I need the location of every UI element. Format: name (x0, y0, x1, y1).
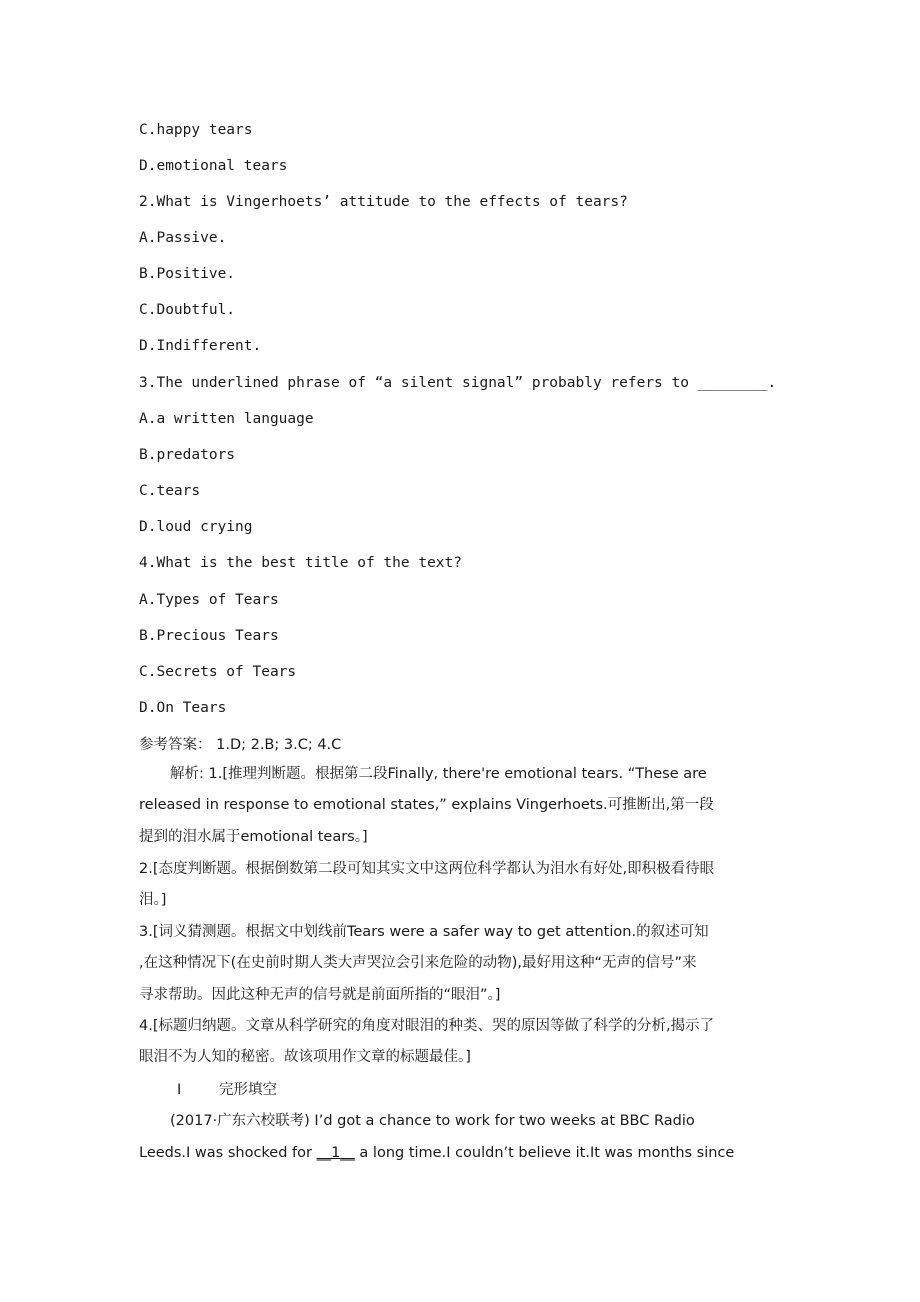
q3-option-b: B.predators (139, 447, 236, 463)
passage-line-2-end: a long time.I couldn’t believe it.It was months since (354, 1145, 735, 1161)
analysis-line-9: 4.[标题归纳题。文章从科学研究的角度对眼泪的种类、哭的原因等做了科学的分析,揭示了 (139, 1018, 715, 1034)
analysis-line-2: released in response to emotional states,” explains Vingerhoets.可推断出,第一段 (139, 797, 714, 813)
analysis-line-6: 3.[词义猜测题。根据文中划线前Tears were a safer way to get attention.的叙述可知 (139, 924, 709, 940)
analysis-line-3: 提到的泪水属于emotional tears。] (139, 829, 368, 845)
answer-key: 参考答案： 1.D; 2.B; 3.C; 4.C (139, 737, 342, 753)
q3-stem-text: 3.The underlined phrase of “a silent signal” probably refers to (139, 375, 698, 391)
q2-stem: 2.What is Vingerhoets’ attitude to the effects of tears? (139, 194, 628, 210)
section-title: 完形填空 (219, 1082, 277, 1098)
q3-option-c: C.tears (139, 483, 201, 499)
q2-option-a: A.Passive. (139, 230, 227, 246)
q2-option-d: D.Indifferent. (139, 338, 262, 354)
q3-option-d: D.loud crying (139, 519, 253, 535)
q3-stem (139, 373, 776, 393)
analysis-line-8: 寻求帮助。因此这种无声的信号就是前面所指的“眼泪”。] (139, 987, 501, 1003)
q2-option-c: C.Doubtful. (139, 302, 236, 318)
analysis-line-5: 泪。] (139, 892, 167, 908)
q4-stem: 4.What is the best title of the text? (139, 555, 463, 571)
passage-line-2 (139, 1143, 734, 1163)
q3-option-a: A.a written language (139, 411, 314, 427)
section-number: Ⅰ (177, 1082, 182, 1098)
q4-option-d: D.On Tears (139, 700, 227, 716)
analysis-line-4: 2.[态度判断题。根据倒数第二段可知其实文中这两位科学都认为泪水有好处,即积极看待眼 (139, 861, 715, 877)
q4-option-a: A.Types of Tears (139, 592, 279, 608)
cloze-blank-1: __1__ (316, 1145, 355, 1161)
q1-option-d: D.emotional tears (139, 158, 288, 174)
q2-option-b: B.Positive. (139, 266, 236, 282)
analysis-line-1: 解析: 1.[推理判断题。根据第二段Finally, there're emotional tears. “These are (170, 766, 707, 782)
passage-line-2-start: Leeds.I was shocked for (139, 1145, 317, 1161)
q4-option-b: B.Precious Tears (139, 628, 279, 644)
q4-option-c: C.Secrets of Tears (139, 664, 297, 680)
analysis-line-7: ,在这种情况下(在史前时期人类大声哭泣会引来危险的动物),最好用这种“无声的信号”来 (139, 955, 697, 971)
q1-option-c: C.happy tears (139, 122, 253, 138)
analysis-line-10: 眼泪不为人知的秘密。故该项用作文章的标题最佳。] (139, 1049, 471, 1065)
passage-line-1: (2017·广东六校联考) I’d got a chance to work for two weeks at BBC Radio (170, 1113, 695, 1129)
q3-stem-end: . (767, 375, 777, 391)
q3-blank: ________ (697, 375, 768, 391)
